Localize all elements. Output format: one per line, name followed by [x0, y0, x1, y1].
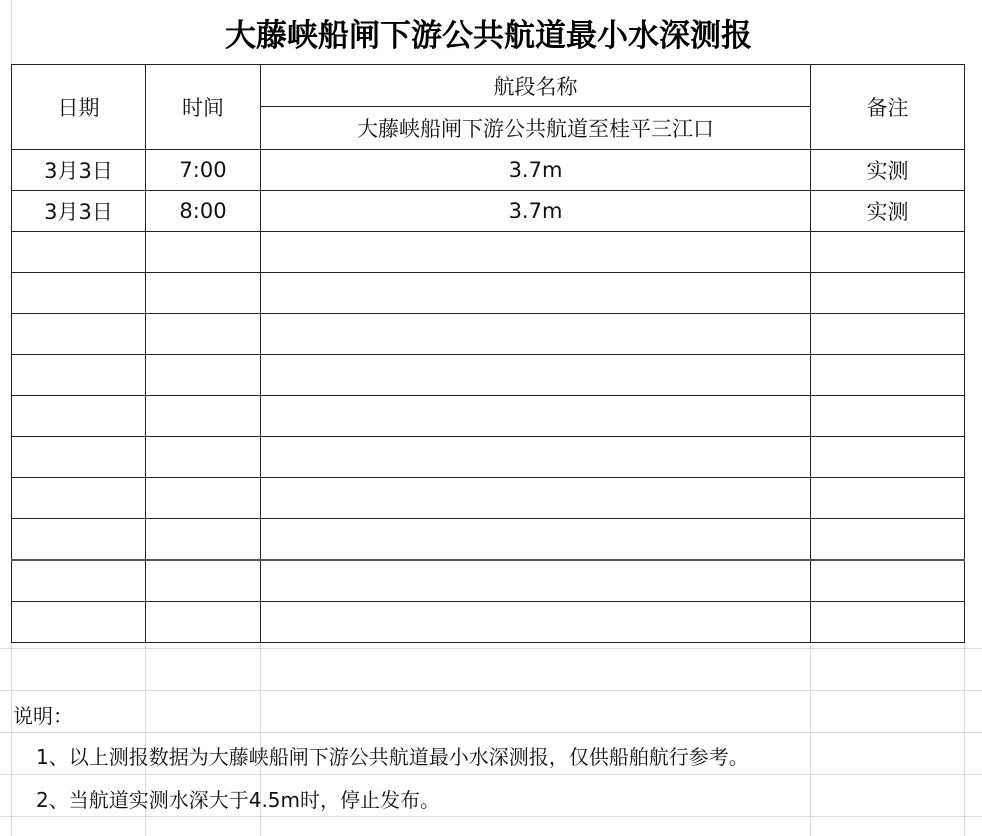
- table-row: [12, 437, 965, 478]
- header-segment[interactable]: 大藤峡船闸下游公共航道至桂平三江口: [261, 107, 811, 150]
- report-title: 大藤峡船闸下游公共航道最小水深测报: [12, 0, 965, 64]
- cell-date[interactable]: [12, 560, 146, 602]
- cell-remark[interactable]: 实测: [811, 150, 965, 191]
- cell-date[interactable]: [12, 519, 146, 561]
- cell-time[interactable]: [146, 355, 261, 396]
- table-row: [12, 478, 965, 519]
- table-row: [12, 560, 965, 602]
- cell-time[interactable]: [146, 396, 261, 437]
- cell-remark[interactable]: [811, 355, 965, 396]
- cell-remark[interactable]: [811, 396, 965, 437]
- cell-time[interactable]: [146, 232, 261, 273]
- note-item-1: 1、以上测报数据为大藤峡船闸下游公共航道最小水深测报，仅供船舶航行参考。: [36, 745, 749, 769]
- cell-time[interactable]: [146, 478, 261, 519]
- cell-remark[interactable]: [811, 314, 965, 355]
- header-remark[interactable]: 备注: [811, 65, 965, 150]
- cell-date[interactable]: [12, 355, 146, 396]
- cell-remark[interactable]: [811, 273, 965, 314]
- cell-time[interactable]: 7:00: [146, 150, 261, 191]
- cell-time[interactable]: 8:00: [146, 191, 261, 232]
- cell-time[interactable]: [146, 273, 261, 314]
- table-row: [12, 150, 965, 191]
- cell-date[interactable]: 3月3日: [12, 191, 146, 232]
- cell-date[interactable]: [12, 232, 146, 273]
- cell-remark[interactable]: [811, 560, 965, 602]
- cell-remark[interactable]: 实测: [811, 191, 965, 232]
- cell-depth[interactable]: [261, 355, 811, 396]
- grid-row-line: [0, 648, 982, 649]
- cell-depth[interactable]: [261, 273, 811, 314]
- cell-time[interactable]: [146, 314, 261, 355]
- cell-remark[interactable]: [811, 602, 965, 643]
- table-row: [12, 396, 965, 437]
- cell-depth[interactable]: [261, 602, 811, 643]
- cell-date[interactable]: 3月3日: [12, 150, 146, 191]
- notes-label: 说明：: [13, 704, 73, 728]
- grid-row-line: [0, 816, 982, 817]
- cell-depth[interactable]: 3.7m: [261, 150, 811, 191]
- depth-report-table: [11, 64, 965, 643]
- note-item-2: 2、当航道实测水深大于4.5m时，停止发布。: [36, 788, 441, 812]
- table-row: [12, 273, 965, 314]
- cell-depth[interactable]: [261, 396, 811, 437]
- cell-time[interactable]: [146, 602, 261, 643]
- table-row: [12, 519, 965, 561]
- cell-time[interactable]: [146, 519, 261, 561]
- cell-time[interactable]: [146, 437, 261, 478]
- cell-date[interactable]: [12, 314, 146, 355]
- cell-depth[interactable]: [261, 314, 811, 355]
- table-row: [12, 602, 965, 643]
- cell-depth[interactable]: [261, 560, 811, 602]
- grid-row-line: [0, 732, 982, 733]
- cell-remark[interactable]: [811, 478, 965, 519]
- grid-row-line: [0, 690, 982, 691]
- cell-date[interactable]: [12, 478, 146, 519]
- table-row: [12, 232, 965, 273]
- cell-date[interactable]: [12, 273, 146, 314]
- cell-date[interactable]: [12, 396, 146, 437]
- cell-depth[interactable]: [261, 437, 811, 478]
- cell-remark[interactable]: [811, 232, 965, 273]
- cell-remark[interactable]: [811, 437, 965, 478]
- grid-row-line: [0, 774, 982, 775]
- table-row: [12, 191, 965, 232]
- cell-depth[interactable]: [261, 519, 811, 561]
- header-time[interactable]: 时间: [146, 65, 261, 150]
- cell-remark[interactable]: [811, 519, 965, 561]
- cell-date[interactable]: [12, 437, 146, 478]
- cell-depth[interactable]: [261, 232, 811, 273]
- cell-depth[interactable]: [261, 478, 811, 519]
- cell-date[interactable]: [12, 602, 146, 643]
- table-row: [12, 314, 965, 355]
- header-date[interactable]: 日期: [12, 65, 146, 150]
- header-segment-name[interactable]: 航段名称: [261, 65, 811, 107]
- cell-time[interactable]: [146, 560, 261, 602]
- table-row: [12, 355, 965, 396]
- cell-depth[interactable]: 3.7m: [261, 191, 811, 232]
